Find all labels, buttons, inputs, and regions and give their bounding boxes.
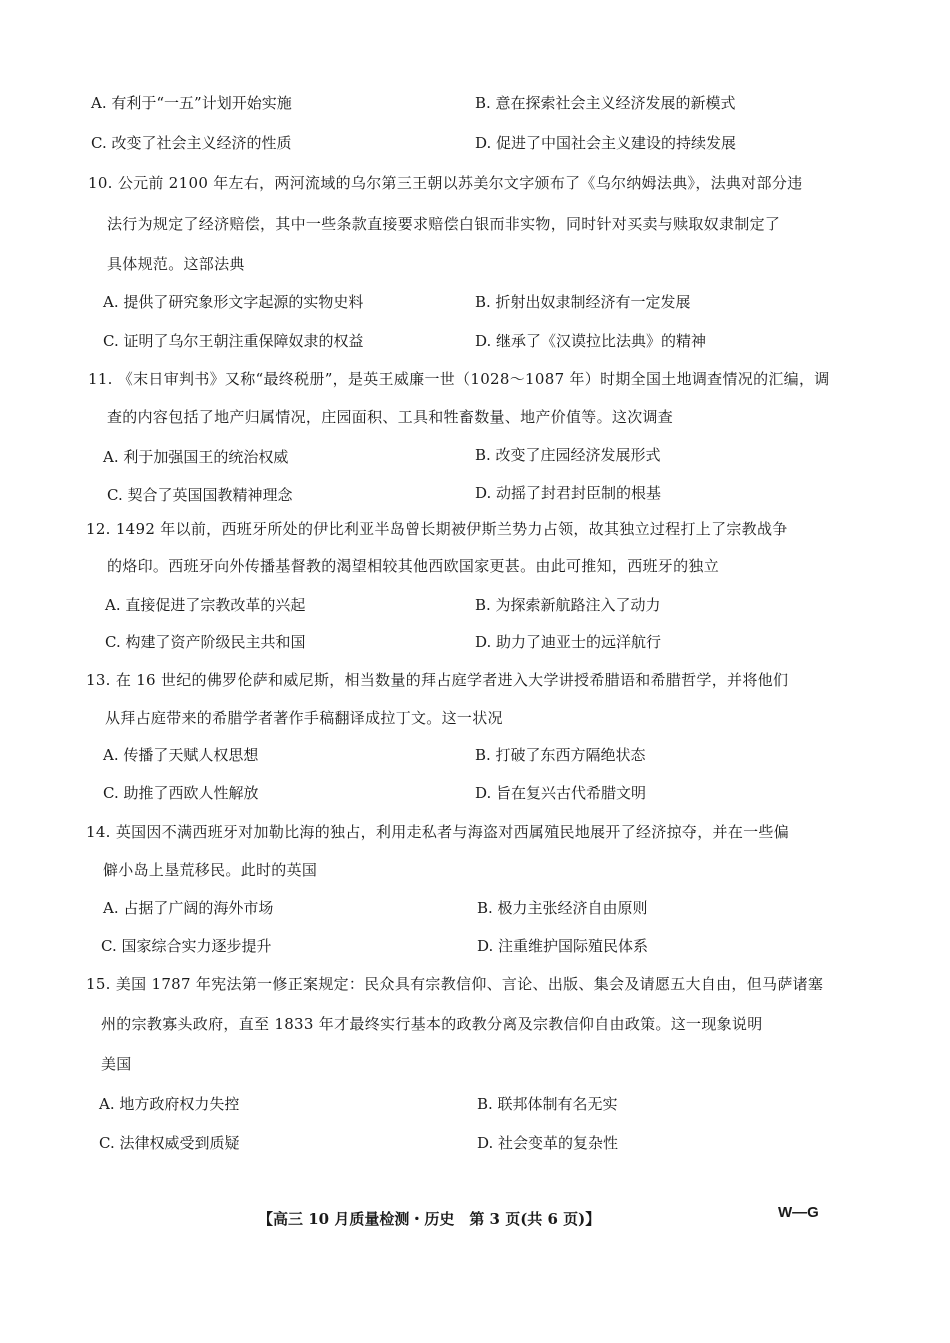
q14-option-b: B. 极力主张经济自由原则 [477,899,648,917]
q11-stem-line: 查的内容包括了地产归属情况，庄园面积、工具和牲畜数量、地产价值等。这次调查 [107,408,674,426]
q13-option-d: D. 旨在复兴古代希腊文明 [475,784,647,802]
q9-option-b: B. 意在探索社会主义经济发展的新模式 [475,94,736,112]
q12-stem-line: 12. 1492 年以前，西班牙所处的伊比利亚半岛曾长期被伊斯兰势力占领，故其独立过程打上了宗教战争 [86,520,788,538]
q14-option-c: C. 国家综合实力逐步提升 [101,937,272,955]
q9-option-c: C. 改变了社会主义经济的性质 [91,134,292,152]
q14-option-d: D. 注重维护国际殖民体系 [477,937,649,955]
q11-option-d: D. 动摇了封君封臣制的根基 [475,484,662,502]
footer-code: W—G [778,1204,819,1221]
q13-stem-line: 从拜占庭带来的希腊学者著作手稿翻译成拉丁文。这一状况 [105,709,503,727]
footer-title: 【高三 10 月质量检测・历史 第 3 页(共 6 页)】 [258,1210,601,1228]
q14-stem-line: 僻小岛上垦荒移民。此时的英国 [103,861,318,879]
q13-option-c: C. 助推了西欧人性解放 [103,784,259,802]
q10-stem-line: 具体规范。这部法典 [107,255,245,273]
q10-option-d: D. 继承了《汉谟拉比法典》的精神 [475,332,707,350]
q15-stem-line: 15. 美国 1787 年宪法第一修正案规定：民众具有宗教信仰、言论、出版、集会及请愿五大自由，但马萨诸塞 [86,975,824,993]
q13-option-b: B. 打破了东西方隔绝状态 [475,746,646,764]
q15-stem-line: 美国 [101,1055,132,1073]
q14-option-a: A. 占据了广阔的海外市场 [103,899,274,917]
q10-option-b: B. 折射出奴隶制经济有一定发展 [475,293,691,311]
q11-option-a: A. 利于加强国王的统治权威 [103,448,289,466]
q12-option-b: B. 为探索新航路注入了动力 [475,596,661,614]
q13-option-a: A. 传播了天赋人权思想 [103,746,259,764]
q12-option-a: A. 直接促进了宗教改革的兴起 [105,596,306,614]
q15-option-c: C. 法律权威受到质疑 [99,1134,240,1152]
q11-option-b: B. 改变了庄园经济发展形式 [475,446,661,464]
q10-option-a: A. 提供了研究象形文字起源的实物史料 [103,293,364,311]
q12-option-d: D. 助力了迪亚士的远洋航行 [475,633,662,651]
q10-option-c: C. 证明了乌尔王朝注重保障奴隶的权益 [103,332,364,350]
q15-option-d: D. 社会变革的复杂性 [477,1134,619,1152]
q13-stem-line: 13. 在 16 世纪的佛罗伦萨和威尼斯，相当数量的拜占庭学者进入大学讲授希腊语和希腊哲学，并将他们 [86,671,789,689]
q15-option-a: A. 地方政府权力失控 [99,1095,240,1113]
q12-option-c: C. 构建了资产阶级民主共和国 [105,633,306,651]
q9-option-a: A. 有利于“一五”计划开始实施 [91,94,292,112]
q10-stem-line: 10. 公元前 2100 年左右，两河流域的乌尔第三王朝以苏美尔文字颁布了《乌尔纳姆法典》，法典对部分违 [88,174,803,192]
q11-option-c: C. 契合了英国国教精神理念 [107,486,293,504]
q15-option-b: B. 联邦体制有名无实 [477,1095,618,1113]
q10-stem-line: 法行为规定了经济赔偿，其中一些条款直接要求赔偿白银而非实物，同时针对买卖与赎取奴隶制定了 [107,215,781,233]
q9-option-d: D. 促进了中国社会主义建设的持续发展 [475,134,737,152]
q12-stem-line: 的烙印。西班牙向外传播基督教的渴望相较其他西欧国家更甚。由此可推知，西班牙的独立 [107,557,720,575]
q11-stem-line: 11. 《末日审判书》又称“最终税册”，是英王威廉一世（1028～1087 年）时期全国土地调查情况的汇编，调 [88,370,830,388]
q15-stem-line: 州的宗教寡头政府，直至 1833 年才最终实行基本的政教分离及宗教信仰自由政策。这一现象说明 [101,1015,763,1033]
q14-stem-line: 14. 英国因不满西班牙对加勒比海的独占，利用走私者与海盗对西属殖民地展开了经济掠夺，并在一些偏 [86,823,790,841]
